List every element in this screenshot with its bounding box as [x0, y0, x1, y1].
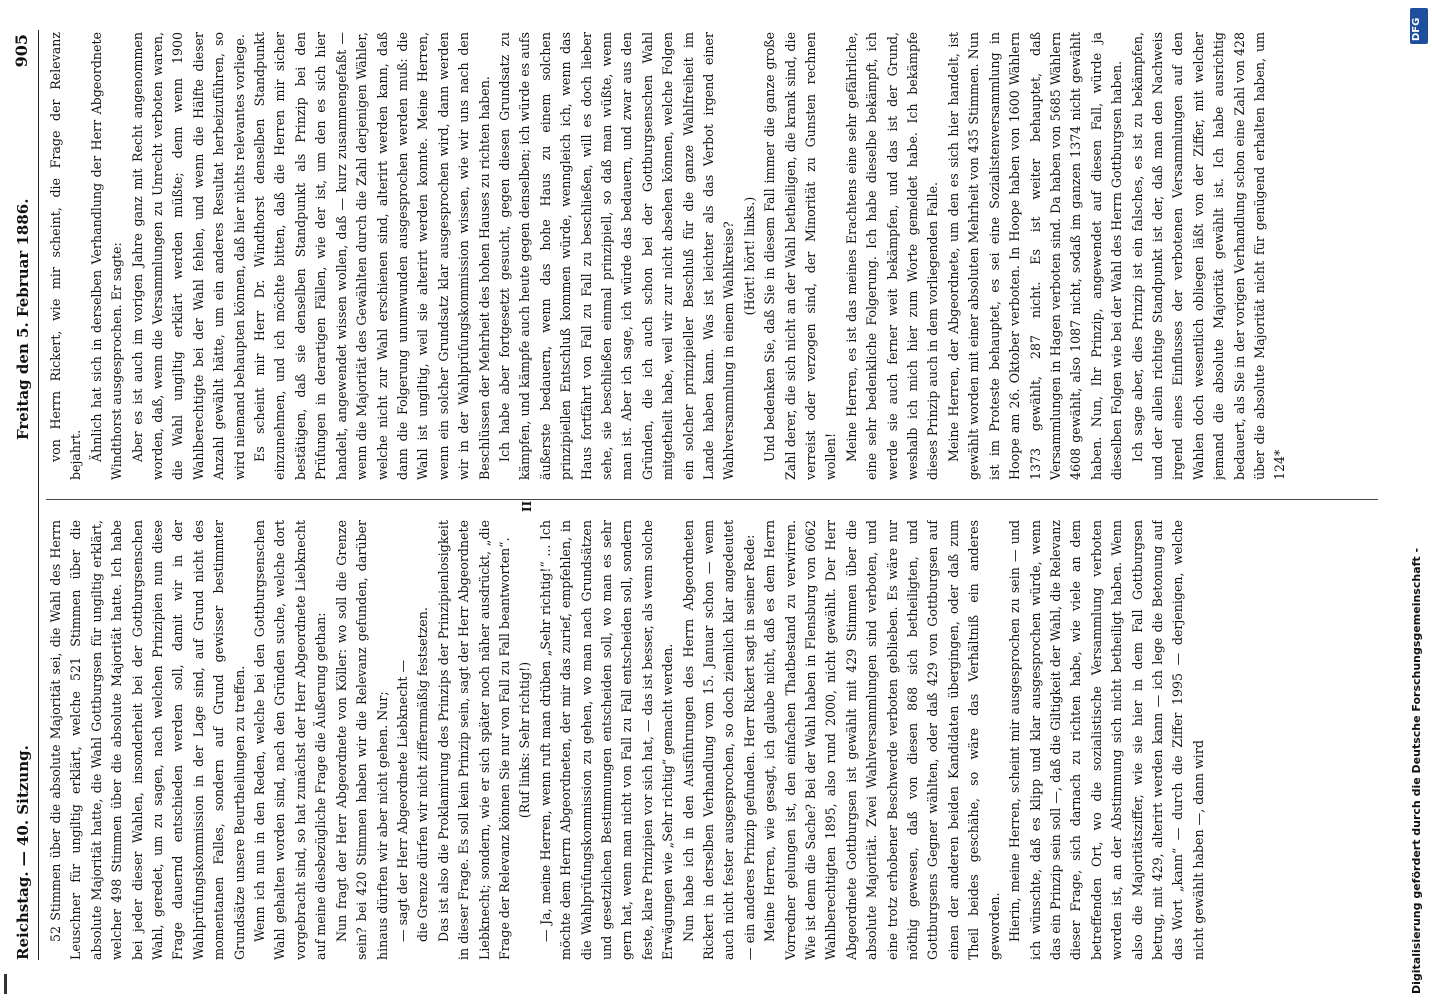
- header-session: Reichstag. — 40. Sitzung.: [14, 745, 32, 960]
- paragraph: Das ist also die Proklamirung des Prinzips der Prinzipienlosigkeit in dieser Frage. Es soll kein Prinzip sein, sagt der Herr Abgeordnete Liebknecht; sondern, wie er sich später noch näher ausdrückt, „die Frage der Relevanz können Sie nur von Fall zu Fall beantworten“.: [435, 520, 512, 960]
- paragraph: Aber es ist auch im vorigen Jahre ganz mit Recht angenommen worden, daß, wenn die Versammlungen zu Unrecht verboten waren, die Wahl ungiltig erklärt werden müßte; denn wenn 1900 Wahlberechtigte bei der Wahl fehlen, und wenn die Hälfte dieser Anzahl gewählt hätte, um ein anderes Resultat herbeizuführen, so wird niemand behaupten können, daß hier nichts relevantes vorliege.: [129, 32, 247, 480]
- paragraph: Nun habe ich in den Ausführungen des Herrn Abgeordneten Rickert in derselben Verhandlung vom 15. Januar schon — wenn auch nicht fester ausgesprochen, so doch ziemlich klar angedeutet — ein anderes Prinzip gefunden. Herr Rickert sagt in seiner Rede:: [680, 520, 757, 960]
- scan-edge-mark: [4, 974, 7, 994]
- paragraph: — Ja, meine Herren, wenn ruft man drüben „Sehr richtig!“ ... Ich möchte dem Herrn Abgeordneten, der mir das zurief, empfehlen, in die Wahlprüfungskommission zu gehen, wo man nach Grundsätzen und gesetzlichen Bestimmungen entscheiden soll, wo man es sehr gern hat, wenn man nicht von Fall zu Fall entscheiden soll, sondern feste, klare Prinzipien vor sich hat, — das ist besser, als wenn solche Erwägungen wie „Sehr richtig“ gemacht werden.: [537, 520, 676, 960]
- fold-mark: II: [520, 500, 534, 512]
- column-right: [46, 32, 1378, 480]
- page-number: 905: [12, 34, 31, 68]
- paragraph: Und bedenken Sie, daß Sie in diesem Fall immer die ganze große Zahl derer, die sich nicht an der Wahl betheiligen, die krank sind, die verreist oder verzogen sind, der Minorität zu Gunsten rechnen wollen!: [762, 32, 839, 480]
- paragraph: Ich sage aber, dies Prinzip ist ein falsches, es ist zu bekämpfen, und der allein richtige Standpunkt ist der, daß man den Nachweis irgend eines Einflusses der verbotenen Versammlungen auf den Wahlen doch wesentlich obliegen läßt von der Ziffer, mit welcher jemand die absolute Majorität gewählt ist. Ich habe ausrichtig bedauert, als Sie in der vorigen Verhandlung schon eine Zahl von 428 über die absolute Majorität nicht für genügend erhalten haben, um 124*: [1129, 32, 1288, 480]
- paragraph: Ähnlich hat sich in derselben Verhandlung der Herr Abgeordnete Windthorst ausgesprochen. Er sagte:: [88, 32, 125, 480]
- credit-box: [1408, 4, 1428, 994]
- paragraph: 52 Stimmen über die absolute Majorität sei, die Wahl des Herrn Leuschner für ungiltig erklärt, welche 521 Stimmen über die absolute Majorität hatte, die Wahl Gottburgsen für ungiltig erklärt, welcher 498 Stimmen über die absolute Majorität hatte. Ich habe bei jeder dieser Wahlen, insonderheit bei der Gottburgsenschen Wahl, geredet, um zu sagen, nach welchen Prinzipien nun diese Frage dauernd entschieden werden soll, damit wir in der Wahlprüfungskommission in der Lage sind, auf Grund nicht des momentanen Falles, sondern auf Grund gewisser bestimmter Grundsätze unsere Beurtheilungen zu treffen.: [48, 520, 247, 960]
- column-left: [46, 520, 1378, 960]
- dfg-logo-text: DFG: [1411, 17, 1422, 41]
- paragraph: Wenn ich nun in den Reden, welche bei den Gottburgsenschen Wahl gehalten worden sind, nach den Gründen suche, welche dort vorgebracht sind, so hat zunächst der Herr Abgeordnete Liebknecht auf meine diesbezügliche Frage die Äußerung gethan:: [252, 520, 329, 960]
- paragraph: Meine Herren, wie gesagt, ich glaube nicht, daß es dem Herrn Vorredner gelungen ist, den einfachen Thatbestand zu verwirren. Wie ist denn die Sache? Bei der Wahl haben in Flensburg von 6062 Wahlberechtigten 1895, also rund 2000, nicht gewählt. Der Herr Abgeordnete Gottburgsen ist gewählt mit 429 Stimmen über die absolute Majorität. Zwei Wahlversammlungen sind verboten, und eine trotz erhobener Beschwerde verboten geblieben. Es wäre nur nöthig gewesen, daß von diesen 868 sich betheiligten, und Gottburgsens Gegner wählten, oder daß 429 von Gottburgsen auf einen der anderen beiden Kandidaten übergingen, oder daß zum Theil beides geschähe, so wäre das Verhältniß ein anderes geworden.: [762, 520, 1002, 960]
- paragraph: Meine Herren, es ist das meines Erachtens eine sehr gefährliche, eine sehr bedenkliche Folgerung. Ich habe dieselbe bekämpft, ich werde sie auch ferner weit bekämpfen, und das ist der Grund, weshalb ich mich hier zum Worte gemeldet habe. Ich bekämpfe dieses Prinzip auch in dem vorliegenden Falle.: [843, 32, 941, 480]
- digitization-credit: Digitalisierung gefördert durch die Deutsche Forschungsgemeinschaft -: [1410, 547, 1423, 994]
- paragraph: die Grenze dürfen wir nicht ziffernmäßig festsetzen.: [415, 607, 431, 942]
- paragraph: (Hört! hört! links.): [741, 196, 757, 316]
- paragraph: Hierin, meine Herren, scheint mir ausgesprochen zu sein — und ich wünschte, daß es klipp und klar ausgesprochen würde, wenn das ein Prinzip sein soll —, daß die Giltigkeit der Wahl, die Relevanz dieser Frage, sich darnach zu richten habe, wie viele an dem betreffenden Ort, wo die sozialistische Versammlung verboten worden ist, an der Abstimmung sich nicht betheiligt haben. Wenn also die Majoritätsziffer, wie sie hier in dem Fall Gottburgsen betrug, mit 429, alterirt werden kann — ich lege die Betonung auf das Wort „kann“ — durch die Ziffer 1995 — derjenigen, welche nicht gewählt haben —, dann wird: [1007, 520, 1206, 960]
- paragraph: Nun fragt der Herr Abgeordnete von Köller: wo soll die Grenze sein? bei 420 Stimmen haben wir die Relevanz gefunden, darüber hinaus dürften wir aber nicht gehen. Nur;: [333, 520, 390, 960]
- paragraph: Meine Herren, der Abgeordnete, um den es sich hier handelt, ist gewählt worden mit einer absoluten Mehrheit von 435 Stimmen. Nun ist im Proteste behauptet, es sei eine Sozialistenversammlung in Hoope am 26. Oktober verboten. In Hoope haben von 1600 Wählern 1373 gewählt, 287 nicht. Es ist weiter behauptet, daß Versammlungen in Hagen verboten sind. Da haben von 5685 Wählern 4608 gewählt, also 1087 nicht, sodaß im ganzen 1374 nicht gewählt haben. Nun, Ihr Prinzip, angewendet auf diesen Fall, würde ja dieselben Folgen wie bei der Wahl des Herrn Gottburgsen haben.: [945, 32, 1125, 480]
- column-divider: [46, 499, 1378, 500]
- credit-strip: [1404, 0, 1432, 1000]
- paragraph: Ich habe aber fortgesetzt gesucht, gegen diesen Grundsatz zu kämpfen, und kämpfe auch heute gegen denselben; ich würde es aufs äußerste bedauern, wenn das hohe Haus zu einem solchen prinzipiellen Entschluß kommen würde, wenngleich ich, wenn das Haus fortfährt von Fall zu Fall zu beschließen, will es doch lieber sehe, sie beschließen einmal prinzipiell, so daß man wüßte, wenn man ist. Aber ich sage, ich würde das bedauern, und zwar aus den Gründen, die ich auch schon bei der Gottburgsenschen Wahl mitgetheilt habe, weil wir zur nicht absehen können, welche Folgen ein solcher prinzipieller Beschluß für die ganze Wahlfreiheit im Lande haben kann. Was ist leichter als das Verbot irgend einer Wahlversammlung in einem Wahlkreise?: [496, 32, 737, 480]
- page-header: [8, 30, 39, 960]
- paragraph: Es scheint mir Herr Dr. Windthorst denselben Standpunkt einzunehmen, und ich möchte bitten, daß die Herren mir sicher bestätigen, daß sie denselben Standpunkt als Prinzip bei den Prüfungen in derartigen Fällen, wie der ist, um den es sich hier handelt, angewendet wissen wollen, daß — kurz zusammengefaßt — wenn die Majorität des Gewählten durch die Zahl derjenigen Wähler, welche nicht zur Wahl erschienen sind, alterirt werden kann, daß dann die Folgerung unumwunden ausgesprochen werden muß: die Wahl ist ungiltig, weil sie alterirt werden konnte. Meine Herren, wenn ein solcher Grundsatz klar ausgesprochen wird, dann werden wir in der Wahlprüfungskommission wissen, wie wir uns nach den Beschlüssen der Mehrheit des hohen Hauses zu richten haben.: [252, 32, 492, 480]
- paragraph: von Herrn Rickert, wie mir scheint, die Frage der Relevanz bejahrt.: [48, 32, 84, 480]
- paragraph: — sagt der Herr Abgeordnete Liebknecht —: [394, 659, 410, 942]
- header-date: Freitag den 5. Februar 1886.: [14, 198, 32, 440]
- paragraph: (Ruf links: Sehr richtig!): [517, 661, 533, 819]
